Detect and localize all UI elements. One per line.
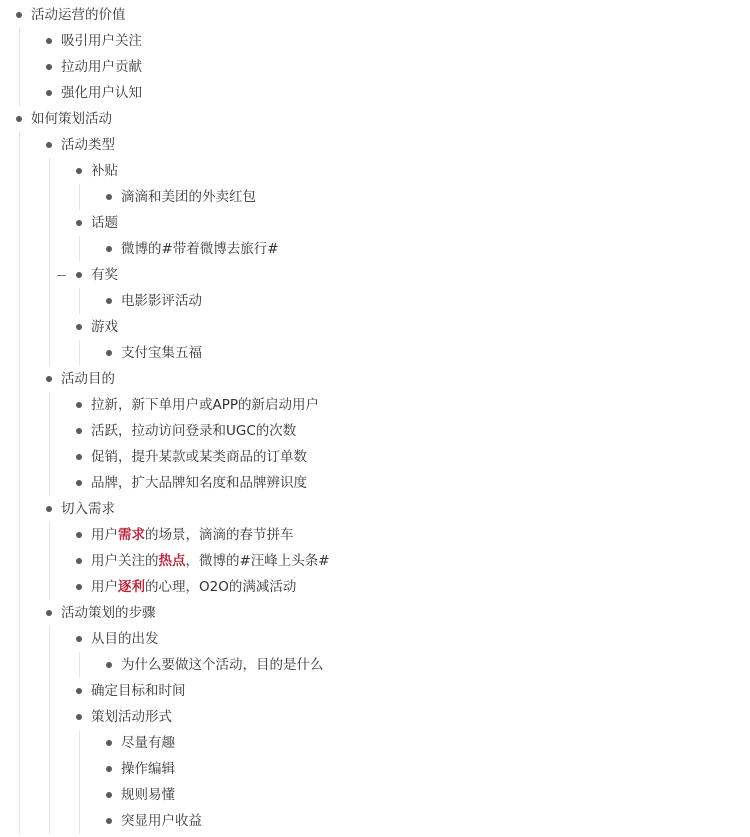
bullet-icon[interactable]: [76, 584, 82, 590]
outline-item[interactable]: [0, 444, 750, 470]
bullet-icon[interactable]: [76, 714, 82, 720]
outline-item[interactable]: [0, 184, 750, 210]
outline-item-label: 活动运营的价值: [31, 7, 126, 23]
text-segment: 用户关注的: [91, 553, 159, 569]
outline-item-label: [91, 548, 330, 574]
outline-item[interactable]: [0, 574, 750, 600]
bullet-icon[interactable]: [106, 194, 112, 200]
outline-item-label: 微博的#带着微博去旅行#: [121, 241, 279, 257]
outline-item[interactable]: [0, 210, 750, 236]
outline-item[interactable]: [0, 626, 750, 652]
outline-item-label: [91, 522, 294, 548]
bullet-icon[interactable]: [46, 38, 52, 44]
bullet-icon[interactable]: [46, 610, 52, 616]
text-segment: ，微博的#汪峰上头条#: [185, 553, 330, 569]
outline-item-label: 吸引用户关注: [61, 33, 142, 49]
outline-item[interactable]: [0, 496, 750, 522]
collapse-icon[interactable]: [57, 275, 66, 276]
bullet-icon[interactable]: [106, 818, 112, 824]
bullet-icon[interactable]: [16, 12, 22, 18]
outline-item-label: 确定目标和时间: [91, 683, 186, 699]
bullet-icon[interactable]: [76, 168, 82, 174]
outline-item[interactable]: [0, 158, 750, 184]
outline-item-label: 强化用户认知: [61, 85, 142, 101]
bullet-icon[interactable]: [106, 662, 112, 668]
outline-item[interactable]: [0, 470, 750, 496]
outline-item[interactable]: [0, 106, 750, 132]
outline-item-label: 补贴: [91, 163, 118, 179]
bullet-icon[interactable]: [106, 740, 112, 746]
bullet-icon[interactable]: [76, 480, 82, 486]
outline-item[interactable]: [0, 730, 750, 756]
outline-item[interactable]: [0, 600, 750, 626]
outline-item[interactable]: [0, 236, 750, 262]
text-segment: 用户: [91, 579, 118, 595]
bullet-icon[interactable]: [76, 636, 82, 642]
outline-item[interactable]: [0, 28, 750, 54]
bullet-icon[interactable]: [76, 324, 82, 330]
outline-item-label: 电影影评活动: [121, 293, 202, 309]
outline-item-label: 活动目的: [61, 371, 115, 387]
bullet-icon[interactable]: [106, 766, 112, 772]
emphasis-text: 需求: [118, 527, 145, 543]
outline-item[interactable]: [0, 548, 750, 574]
bullet-icon[interactable]: [76, 688, 82, 694]
outline-item[interactable]: [0, 392, 750, 418]
outline-item[interactable]: [0, 2, 750, 28]
bullet-icon[interactable]: [106, 246, 112, 252]
outline-item[interactable]: [0, 704, 750, 730]
outline-item-label: 支付宝集五福: [121, 345, 202, 361]
outline-item[interactable]: [0, 54, 750, 80]
outline-item[interactable]: [0, 678, 750, 704]
emphasis-text: 逐利: [118, 579, 145, 595]
bullet-icon[interactable]: [106, 792, 112, 798]
outline-item-label: 规则易懂: [121, 787, 175, 803]
outline-item-label: 活动策划的步骤: [61, 605, 156, 621]
bullet-icon[interactable]: [76, 532, 82, 538]
outline-item-label: 突显用户收益: [121, 813, 202, 829]
outline-item-label: 滴滴和美团的外卖红包: [121, 189, 256, 205]
outline-item-label: 有奖: [91, 267, 118, 283]
outline-item[interactable]: [0, 132, 750, 158]
bullet-icon[interactable]: [76, 454, 82, 460]
bullet-icon[interactable]: [46, 376, 52, 382]
outline-item-label: 活动类型: [61, 137, 115, 153]
outline-item-label: 话题: [91, 215, 118, 231]
bullet-icon[interactable]: [46, 506, 52, 512]
outline-item-label: 品牌，扩大品牌知名度和品牌辨识度: [91, 475, 307, 491]
bullet-icon[interactable]: [76, 272, 82, 278]
outline-item[interactable]: [0, 314, 750, 340]
outline-item[interactable]: [0, 418, 750, 444]
outline-item[interactable]: [0, 262, 750, 288]
outline-item-label: 促销，提升某款或某类商品的订单数: [91, 449, 307, 465]
bullet-icon[interactable]: [76, 220, 82, 226]
outline-item-label: 拉新，新下单用户或APP的新启动用户: [91, 397, 320, 413]
text-segment: 用户: [91, 527, 118, 543]
bullet-icon[interactable]: [106, 298, 112, 304]
outline-item-label: 为什么要做这个活动，目的是什么: [121, 657, 324, 673]
outline-item[interactable]: [0, 366, 750, 392]
outline-item-label: 如何策划活动: [31, 111, 112, 127]
outline-item[interactable]: [0, 756, 750, 782]
bullet-icon[interactable]: [46, 90, 52, 96]
outline-item-label: 操作编辑: [121, 761, 175, 777]
outline-item-label: 策划活动形式: [91, 709, 172, 725]
outline-item[interactable]: [0, 652, 750, 678]
outline-item[interactable]: [0, 782, 750, 808]
outline-item-label: [91, 574, 296, 600]
outline-item[interactable]: [0, 80, 750, 106]
outline-item-label: 拉动用户贡献: [61, 59, 142, 75]
outline-item-label: 尽量有趣: [121, 735, 175, 751]
bullet-icon[interactable]: [76, 428, 82, 434]
bullet-icon[interactable]: [46, 64, 52, 70]
emphasis-text: 热点: [158, 553, 186, 569]
bullet-icon[interactable]: [46, 142, 52, 148]
outline-item-label: 游戏: [91, 319, 118, 335]
text-segment: 的心理，O2O的满减活动: [145, 579, 297, 595]
outline-item[interactable]: [0, 288, 750, 314]
bullet-icon[interactable]: [76, 402, 82, 408]
outline-item[interactable]: [0, 340, 750, 366]
bullet-icon[interactable]: [106, 350, 112, 356]
bullet-icon[interactable]: [16, 116, 22, 122]
outline-item[interactable]: [0, 808, 750, 834]
outline-item-label: 切入需求: [61, 501, 115, 517]
bullet-icon[interactable]: [76, 558, 82, 564]
outline-item-label: 活跃，拉动访问登录和UGC的次数: [91, 423, 297, 439]
outline-item[interactable]: [0, 522, 750, 548]
text-segment: 的场景，滴滴的春节拼车: [145, 527, 294, 543]
outline-item-label: 从目的出发: [91, 631, 159, 647]
